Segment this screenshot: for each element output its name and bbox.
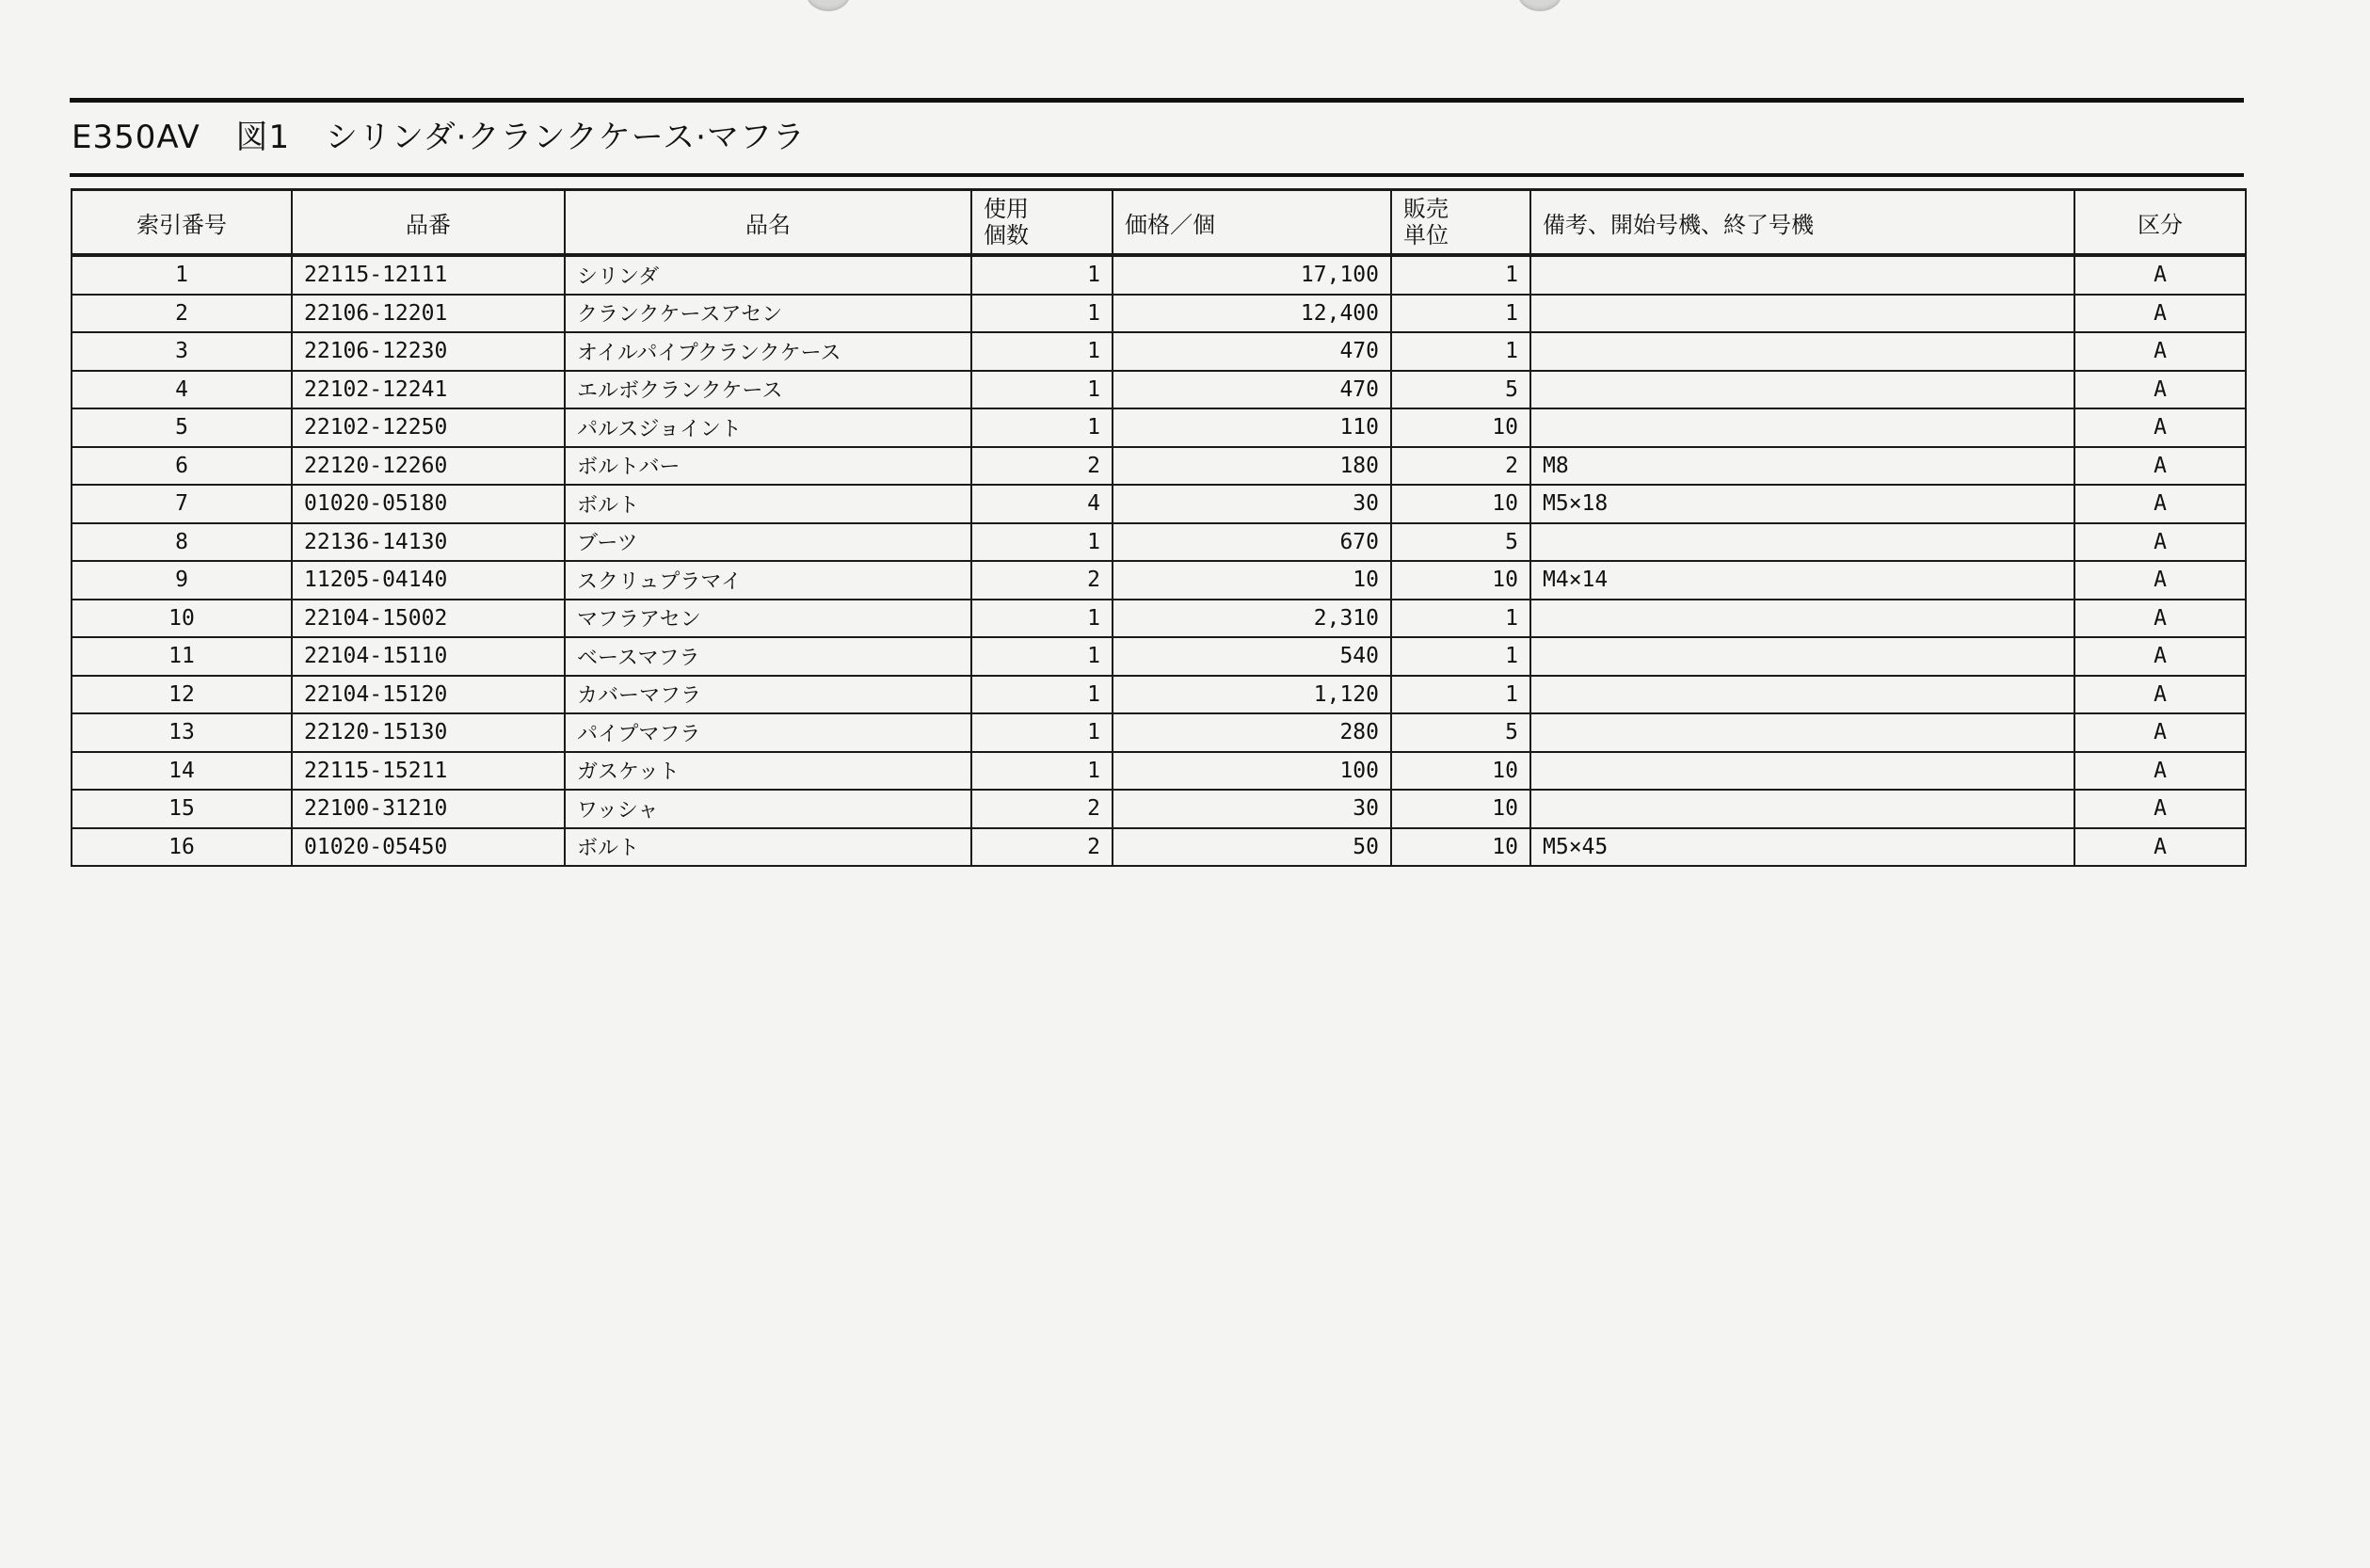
- cell-remarks: [1530, 790, 2074, 828]
- cell-part-name: クランクケースアセン: [565, 295, 971, 333]
- cell-part-no: 22102-12241: [292, 371, 565, 409]
- title-rule-top: [70, 98, 2244, 103]
- cell-index: 10: [72, 600, 292, 638]
- table-row: [72, 332, 2246, 371]
- cell-part-name: ボルト: [565, 485, 971, 523]
- table-row: [72, 295, 2246, 333]
- cell-sales-unit: 1: [1391, 600, 1530, 638]
- cell-part-no: 22120-12260: [292, 447, 565, 486]
- header-part-name: 品名: [565, 190, 971, 256]
- page-title: [72, 111, 830, 157]
- cell-qty: 1: [971, 713, 1113, 752]
- cell-category: A: [2074, 561, 2246, 600]
- cell-sales-unit: 2: [1391, 447, 1530, 486]
- cell-qty: 1: [971, 752, 1113, 791]
- cell-qty: 2: [971, 828, 1113, 867]
- cell-index: 8: [72, 523, 292, 562]
- cell-price: 30: [1113, 790, 1391, 828]
- cell-qty: 1: [971, 332, 1113, 371]
- cell-category: A: [2074, 332, 2246, 371]
- table-row: [72, 523, 2246, 562]
- cell-qty: 1: [971, 295, 1113, 333]
- cell-remarks: M5×45: [1530, 828, 2074, 867]
- cell-part-name: ボルト: [565, 828, 971, 867]
- cell-price: 30: [1113, 485, 1391, 523]
- cell-part-no: 22136-14130: [292, 523, 565, 562]
- cell-sales-unit: 1: [1391, 637, 1530, 676]
- cell-index: 4: [72, 371, 292, 409]
- cell-category: A: [2074, 447, 2246, 486]
- header-part-no: 品番: [292, 190, 565, 256]
- cell-part-no: 22104-15120: [292, 676, 565, 714]
- cell-remarks: [1530, 676, 2074, 714]
- cell-category: A: [2074, 752, 2246, 791]
- table-row: [72, 676, 2246, 714]
- cell-remarks: [1530, 637, 2074, 676]
- header-qty: [971, 190, 1113, 256]
- cell-sales-unit: 1: [1391, 676, 1530, 714]
- cell-price: 540: [1113, 637, 1391, 676]
- cell-part-name: オイルパイプクランクケース: [565, 332, 971, 371]
- cell-category: A: [2074, 255, 2246, 295]
- cell-qty: 2: [971, 447, 1113, 486]
- cell-part-no: 22106-12230: [292, 332, 565, 371]
- cell-price: 110: [1113, 408, 1391, 447]
- cell-index: 14: [72, 752, 292, 791]
- cell-index: 11: [72, 637, 292, 676]
- cell-part-name: シリンダ: [565, 255, 971, 295]
- cell-index: 13: [72, 713, 292, 752]
- table-row: [72, 790, 2246, 828]
- cell-sales-unit: 10: [1391, 485, 1530, 523]
- cell-index: 16: [72, 828, 292, 867]
- cell-part-no: 22102-12250: [292, 408, 565, 447]
- cell-qty: 1: [971, 637, 1113, 676]
- cell-qty: 1: [971, 408, 1113, 447]
- header-remarks: 備考、開始号機、終了号機: [1530, 190, 2074, 256]
- table-row: [72, 447, 2246, 486]
- cell-part-no: 01020-05180: [292, 485, 565, 523]
- cell-sales-unit: 10: [1391, 828, 1530, 867]
- cell-part-name: スクリュプラマイ: [565, 561, 971, 600]
- cell-remarks: [1530, 332, 2074, 371]
- title-rule-bottom: [70, 173, 2244, 177]
- cell-sales-unit: 5: [1391, 371, 1530, 409]
- cell-qty: 1: [971, 600, 1113, 638]
- cell-sales-unit: 10: [1391, 790, 1530, 828]
- cell-part-name: パイプマフラ: [565, 713, 971, 752]
- cell-qty: 1: [971, 523, 1113, 562]
- cell-remarks: [1530, 295, 2074, 333]
- cell-category: A: [2074, 676, 2246, 714]
- cell-remarks: M4×14: [1530, 561, 2074, 600]
- cell-remarks: [1530, 752, 2074, 791]
- cell-price: 470: [1113, 371, 1391, 409]
- cell-price: 17,100: [1113, 255, 1391, 295]
- parts-table: [71, 188, 2247, 867]
- parts-table-body: [72, 255, 2246, 866]
- cell-part-name: ワッシャ: [565, 790, 971, 828]
- cell-remarks: [1530, 371, 2074, 409]
- table-row: [72, 600, 2246, 638]
- cell-price: 280: [1113, 713, 1391, 752]
- cell-part-no: 22115-15211: [292, 752, 565, 791]
- cell-qty: 2: [971, 561, 1113, 600]
- header-sales-unit: [1391, 190, 1530, 256]
- cell-remarks: M8: [1530, 447, 2074, 486]
- cell-remarks: [1530, 713, 2074, 752]
- cell-part-name: エルボクランクケース: [565, 371, 971, 409]
- table-row: [72, 371, 2246, 409]
- cell-qty: 4: [971, 485, 1113, 523]
- header-category: 区分: [2074, 190, 2246, 256]
- cell-index: 3: [72, 332, 292, 371]
- cell-category: A: [2074, 523, 2246, 562]
- table-row: [72, 255, 2246, 295]
- cell-sales-unit: 5: [1391, 523, 1530, 562]
- cell-sales-unit: 1: [1391, 255, 1530, 295]
- cell-index: 6: [72, 447, 292, 486]
- cell-part-no: 22106-12201: [292, 295, 565, 333]
- cell-index: 5: [72, 408, 292, 447]
- cell-category: A: [2074, 828, 2246, 867]
- cell-remarks: M5×18: [1530, 485, 2074, 523]
- header-price: 価格／個: [1113, 190, 1391, 256]
- cell-sales-unit: 1: [1391, 332, 1530, 371]
- cell-price: 10: [1113, 561, 1391, 600]
- table-row: [72, 713, 2246, 752]
- cell-qty: 1: [971, 676, 1113, 714]
- header-index: 索引番号: [72, 190, 292, 256]
- cell-remarks: [1530, 255, 2074, 295]
- header-qty-line1: 使用: [984, 196, 1029, 222]
- table-row: [72, 408, 2246, 447]
- cell-price: 1,120: [1113, 676, 1391, 714]
- cell-sales-unit: 10: [1391, 561, 1530, 600]
- punch-hole-left: [806, 0, 851, 11]
- cell-part-name: パルスジョイント: [565, 408, 971, 447]
- cell-category: A: [2074, 371, 2246, 409]
- cell-category: A: [2074, 637, 2246, 676]
- cell-index: 1: [72, 255, 292, 295]
- cell-sales-unit: 1: [1391, 295, 1530, 333]
- header-row: [72, 190, 2246, 256]
- cell-price: 470: [1113, 332, 1391, 371]
- cell-index: 2: [72, 295, 292, 333]
- cell-part-no: 22104-15002: [292, 600, 565, 638]
- cell-index: 12: [72, 676, 292, 714]
- cell-sales-unit: 5: [1391, 713, 1530, 752]
- cell-category: A: [2074, 600, 2246, 638]
- cell-category: A: [2074, 713, 2246, 752]
- table-row: [72, 637, 2246, 676]
- model-number: E350AV: [72, 119, 200, 156]
- cell-price: 180: [1113, 447, 1391, 486]
- cell-index: 7: [72, 485, 292, 523]
- cell-part-name: ベースマフラ: [565, 637, 971, 676]
- cell-price: 12,400: [1113, 295, 1391, 333]
- cell-part-no: 01020-05450: [292, 828, 565, 867]
- table-row: [72, 561, 2246, 600]
- cell-part-no: 22104-15110: [292, 637, 565, 676]
- cell-part-no: 22100-31210: [292, 790, 565, 828]
- cell-price: 100: [1113, 752, 1391, 791]
- cell-part-name: カバーマフラ: [565, 676, 971, 714]
- cell-price: 2,310: [1113, 600, 1391, 638]
- cell-remarks: [1530, 408, 2074, 447]
- header-unit-line1: 販売: [1403, 196, 1449, 222]
- cell-sales-unit: 10: [1391, 408, 1530, 447]
- cell-qty: 2: [971, 790, 1113, 828]
- cell-qty: 1: [971, 255, 1113, 295]
- header-qty-line2: 個数: [984, 222, 1029, 248]
- cell-price: 670: [1113, 523, 1391, 562]
- table-row: [72, 485, 2246, 523]
- cell-category: A: [2074, 485, 2246, 523]
- cell-price: 50: [1113, 828, 1391, 867]
- table-row: [72, 752, 2246, 791]
- cell-category: A: [2074, 295, 2246, 333]
- table-row: [72, 828, 2246, 867]
- header-unit-line2: 単位: [1403, 222, 1449, 248]
- figure-name: シリンダ·クランクケース·マフラ: [326, 119, 806, 156]
- cell-remarks: [1530, 523, 2074, 562]
- cell-category: A: [2074, 408, 2246, 447]
- cell-sales-unit: 10: [1391, 752, 1530, 791]
- cell-index: 9: [72, 561, 292, 600]
- cell-qty: 1: [971, 371, 1113, 409]
- cell-index: 15: [72, 790, 292, 828]
- cell-part-no: 22120-15130: [292, 713, 565, 752]
- figure-number: 図1: [235, 119, 291, 156]
- cell-part-name: ブーツ: [565, 523, 971, 562]
- cell-part-name: ガスケット: [565, 752, 971, 791]
- cell-category: A: [2074, 790, 2246, 828]
- cell-part-no: 11205-04140: [292, 561, 565, 600]
- punch-hole-right: [1517, 0, 1562, 11]
- cell-remarks: [1530, 600, 2074, 638]
- cell-part-name: マフラアセン: [565, 600, 971, 638]
- cell-part-no: 22115-12111: [292, 255, 565, 295]
- cell-part-name: ボルトバー: [565, 447, 971, 486]
